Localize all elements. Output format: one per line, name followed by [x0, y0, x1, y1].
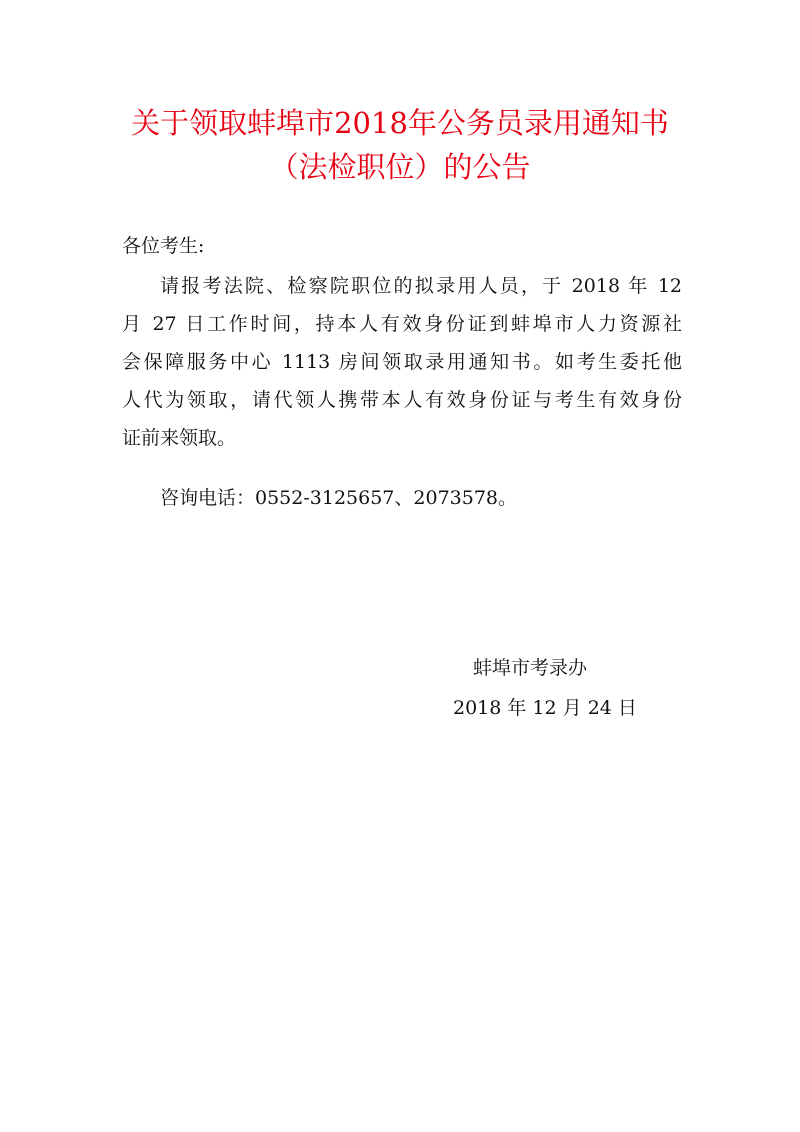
document-title-line-1: 关于领取蚌埠市2018年公务员录用通知书 [131, 106, 669, 140]
issue-date: 2018 年 12 月 24 日 [453, 697, 637, 719]
contact-phone: 咨询电话：0552-3125657、2073578。 [160, 487, 518, 509]
paragraph-line: 人代为领取，请代领人携带本人有效身份证与考生有效身份 [122, 389, 682, 411]
paragraph-line: 请报考法院、检察院职位的拟录用人员，于 2018 年 12 [160, 275, 682, 297]
salutation: 各位考生: [122, 235, 205, 257]
document-title-line-2: （法检职位）的公告 [269, 150, 531, 184]
announcement-paragraph [122, 267, 682, 457]
paragraph-line: 会保障服务中心 1113 房间领取录用通知书。如考生委托他 [122, 351, 682, 373]
issuer-signature: 蚌埠市考录办 [473, 657, 588, 679]
paragraph-line: 月 27 日工作时间，持本人有效身份证到蚌埠市人力资源社 [122, 313, 682, 335]
paragraph-line: 证前来领取。 [122, 427, 237, 449]
